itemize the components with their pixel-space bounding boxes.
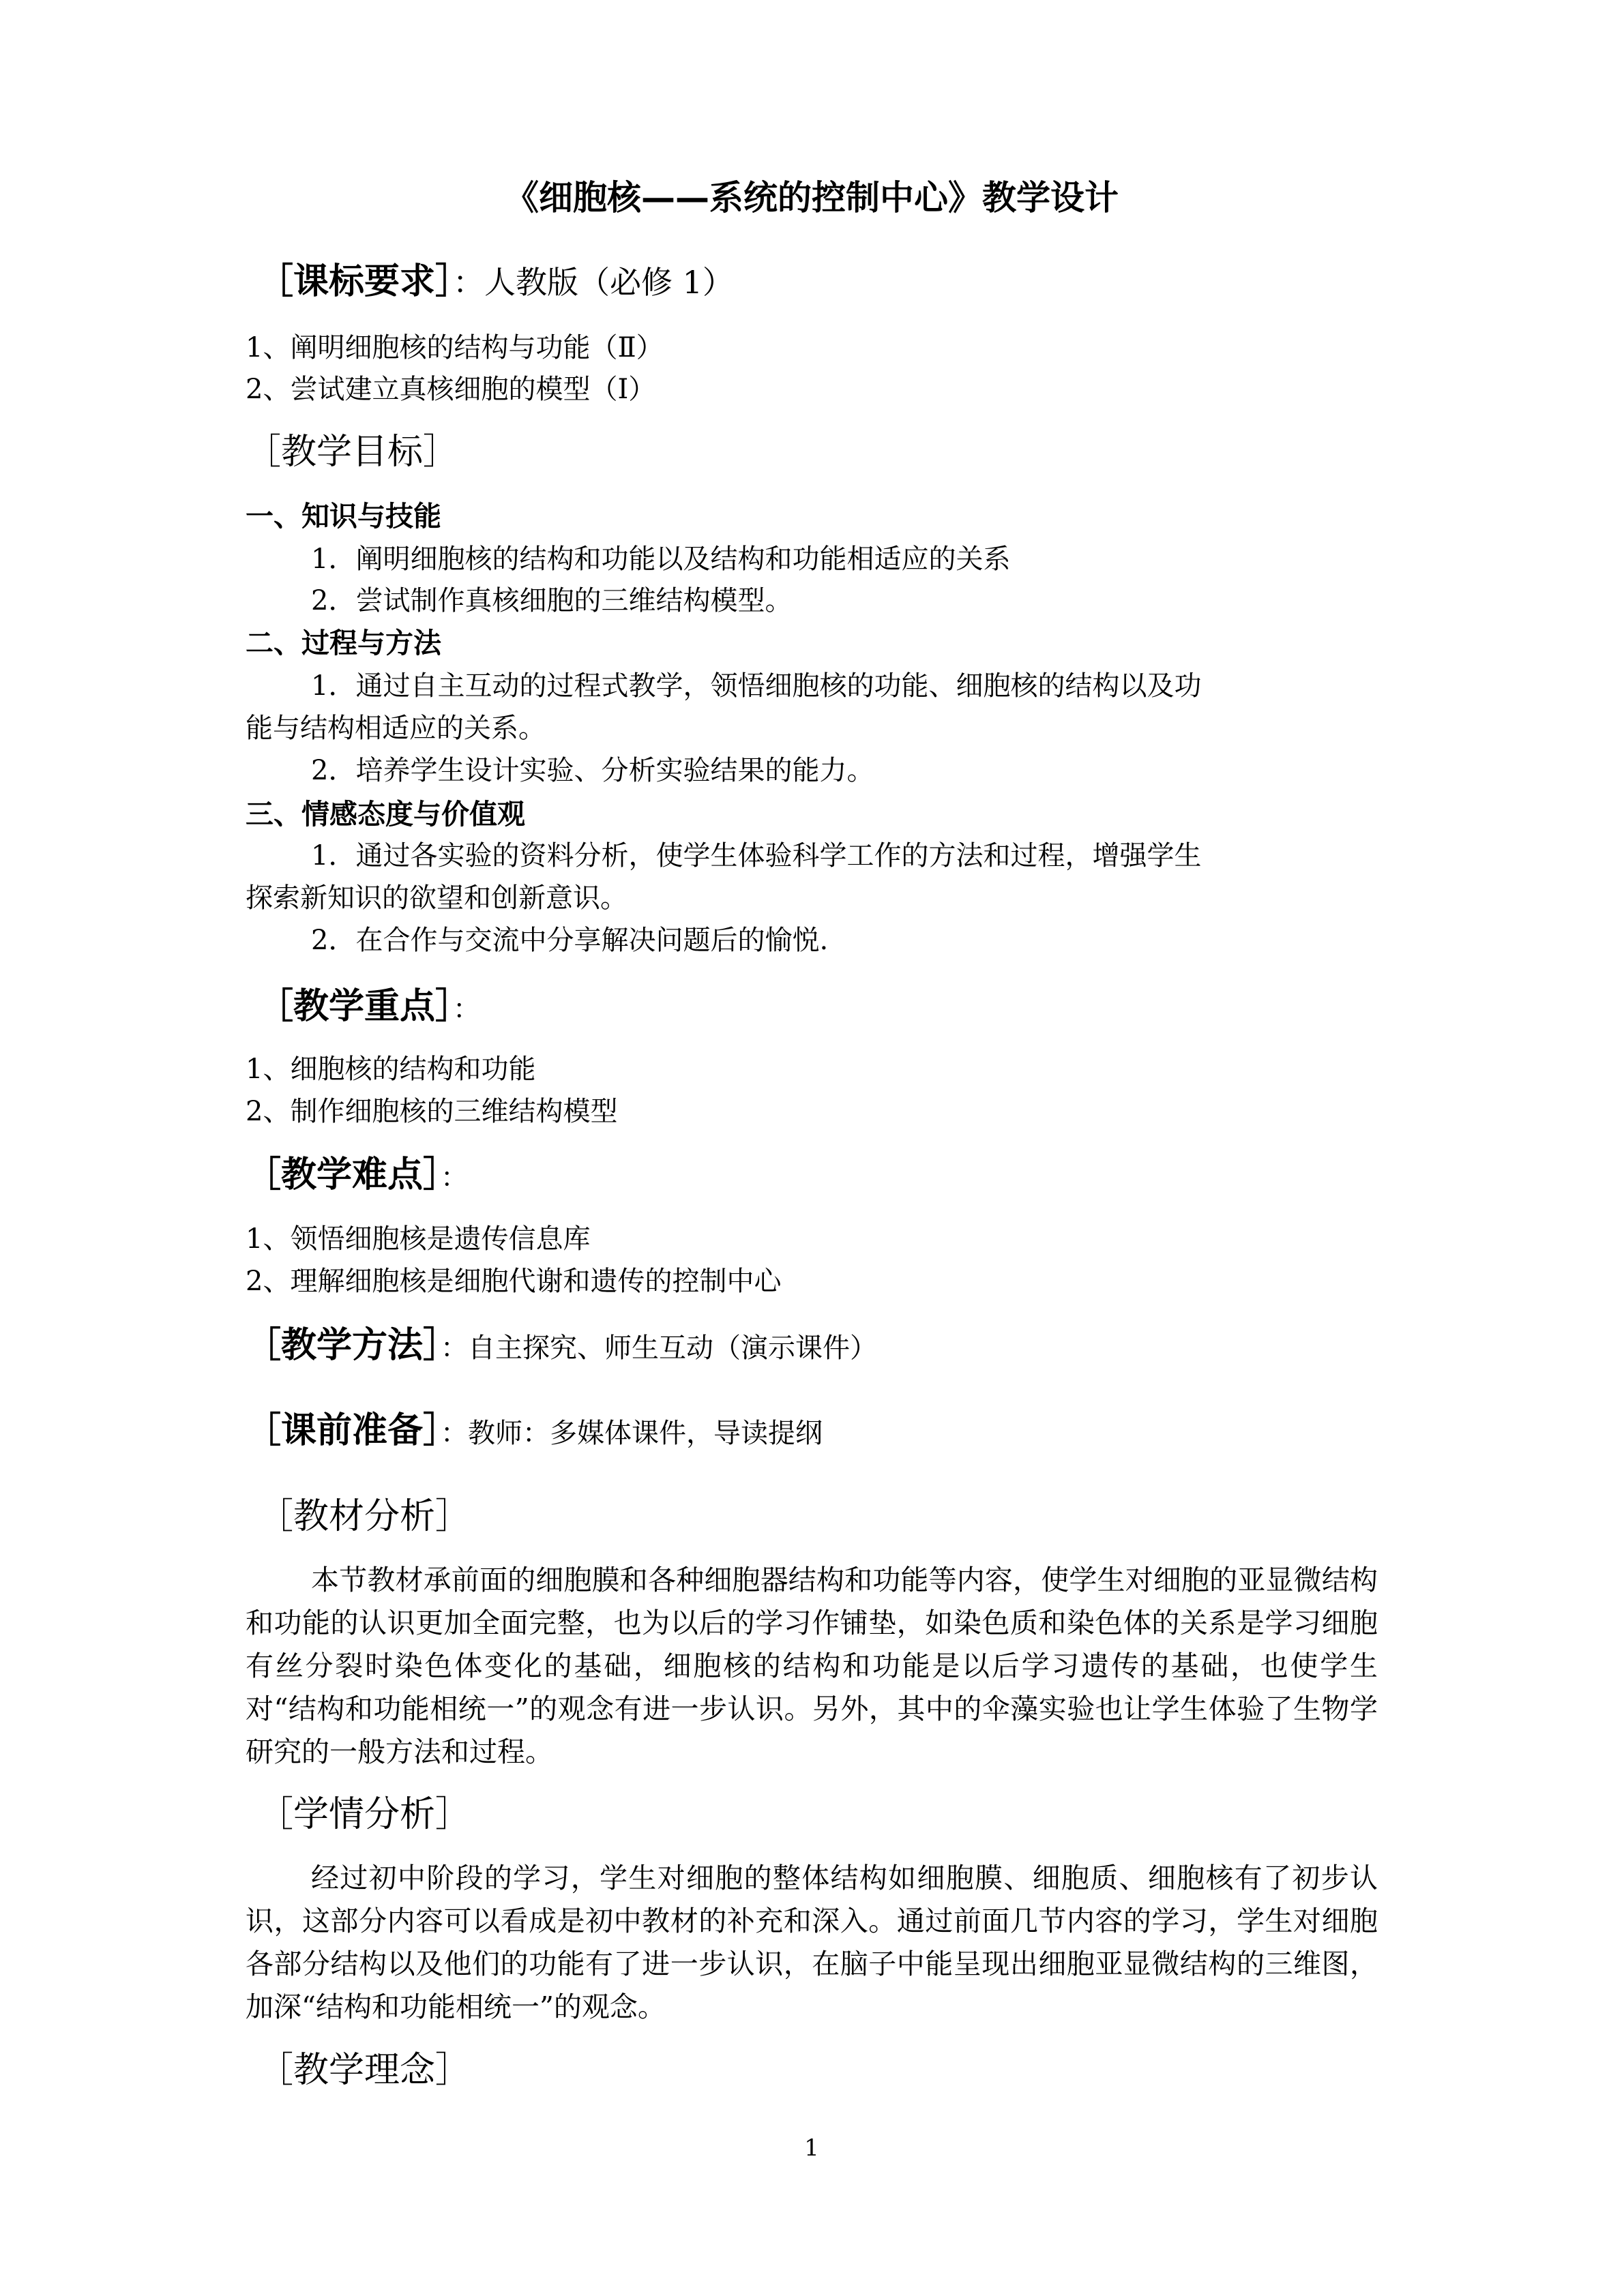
curriculum-item: 1、阐明细胞核的结构与功能（Ⅱ）: [246, 332, 664, 363]
preparation-text: 教师：多媒体课件，导读提纲: [468, 1418, 823, 1449]
curriculum-label: ［课标要求］: [258, 261, 454, 302]
student-analysis-label: ［学情分析］: [258, 1794, 471, 1835]
knowledge-item: 1．阐明细胞核的结构和功能以及结构和功能相适应的关系: [311, 543, 1011, 575]
student-analysis-heading: [258, 1791, 1390, 1838]
difficulties-heading: [246, 1151, 1378, 1202]
difficulties-label: ［教学难点］: [246, 1154, 441, 1195]
difficulty-item: 1、领悟细胞核是遗传信息库: [246, 1223, 591, 1255]
methods-text: 自主探究、师生互动（演示课件）: [468, 1332, 878, 1364]
difficulties-colon: ：: [441, 1162, 469, 1193]
curriculum-text: 人教版（必修 1）: [484, 264, 734, 301]
document-page: [246, 0, 1378, 2296]
key-points-label: ［教学重点］: [258, 986, 454, 1027]
page-number: 1: [804, 2134, 819, 2162]
knowledge-heading: 一、知识与技能: [246, 500, 441, 533]
attitude-item-line: 1．通过各实验的资料分析，使学生体验科学工作的方法和过程，增强学生: [311, 840, 1202, 871]
objectives-label: ［教学目标］: [246, 432, 459, 473]
preparation-label: ［课前准备］: [246, 1410, 441, 1451]
key-point-item: 1、细胞核的结构和功能: [246, 1054, 536, 1085]
preparation-colon: ：: [441, 1418, 469, 1449]
attitude-heading: 三、情感态度与价值观: [246, 798, 525, 831]
curriculum-item: 2、尝试建立真核细胞的模型（Ⅰ）: [246, 374, 656, 405]
material-analysis-label: ［教材分析］: [258, 1496, 471, 1537]
teaching-philosophy-heading: [258, 2046, 1390, 2094]
process-item-line: 1．通过自主互动的过程式教学，领悟细胞核的功能、细胞核的结构以及功: [311, 670, 1202, 702]
methods-colon: ：: [441, 1332, 469, 1364]
difficulty-item: 2、理解细胞核是细胞代谢和遗传的控制中心: [246, 1266, 782, 1297]
teaching-philosophy-label: ［教学理念］: [258, 2050, 471, 2091]
process-item-line: 能与结构相适应的关系。: [246, 713, 546, 744]
process-heading: 二、过程与方法: [246, 627, 441, 659]
methods-label: ［教学方法］: [246, 1325, 441, 1366]
knowledge-item: 2．尝试制作真核细胞的三维结构模型。: [311, 585, 793, 616]
process-item: 2．培养学生设计实验、分析实验结果的能力。: [311, 755, 874, 786]
student-analysis-paragraph: 经过初中阶段的学习，学生对细胞的整体结构如细胞膜、细胞质、细胞核有了初步认识，这部分内容可以看成是初中教材的补充和深入。通过前面几节内容的学习，学生对细胞各部分结构以及他们的功能有了进一步认识，在脑子中能呈现出细胞亚显微结构的三维图，加深“结构和功能相统一”的观念。: [246, 1862, 1378, 2023]
attitude-item: 2．在合作与交流中分享解决问题后的愉悦.: [311, 925, 829, 956]
key-points-colon: ：: [453, 994, 481, 1025]
curriculum-colon: ：: [453, 264, 485, 301]
objectives-heading: [246, 428, 1378, 476]
key-points-heading: [258, 983, 1390, 1033]
key-point-item: 2、制作细胞核的三维结构模型: [246, 1096, 618, 1127]
material-analysis-paragraph: 本节教材承前面的细胞膜和各种细胞器结构和功能等内容，使学生对细胞的亚显微结构和功能的认识更加全面完整，也为以后的学习作铺垫，如染色质和染色体的关系是学习细胞有丝分裂时染色体变化的基础，细胞核的结构和功能是以后学习遗传的基础，也使学生对“结构和功能相统一”的观念有进一步认识。另外，其中的伞藻实验也让学生体验了生物学研究的一般方法和过程。: [246, 1564, 1378, 1768]
methods-heading: [246, 1322, 1378, 1372]
document-title: 《细胞核——系统的控制中心》教学设计: [505, 178, 1119, 218]
attitude-item-line: 探索新知识的欲望和创新意识。: [246, 882, 628, 914]
curriculum-heading: [258, 258, 1390, 306]
preparation-heading: [246, 1407, 1378, 1457]
material-analysis-heading: [258, 1493, 1390, 1540]
